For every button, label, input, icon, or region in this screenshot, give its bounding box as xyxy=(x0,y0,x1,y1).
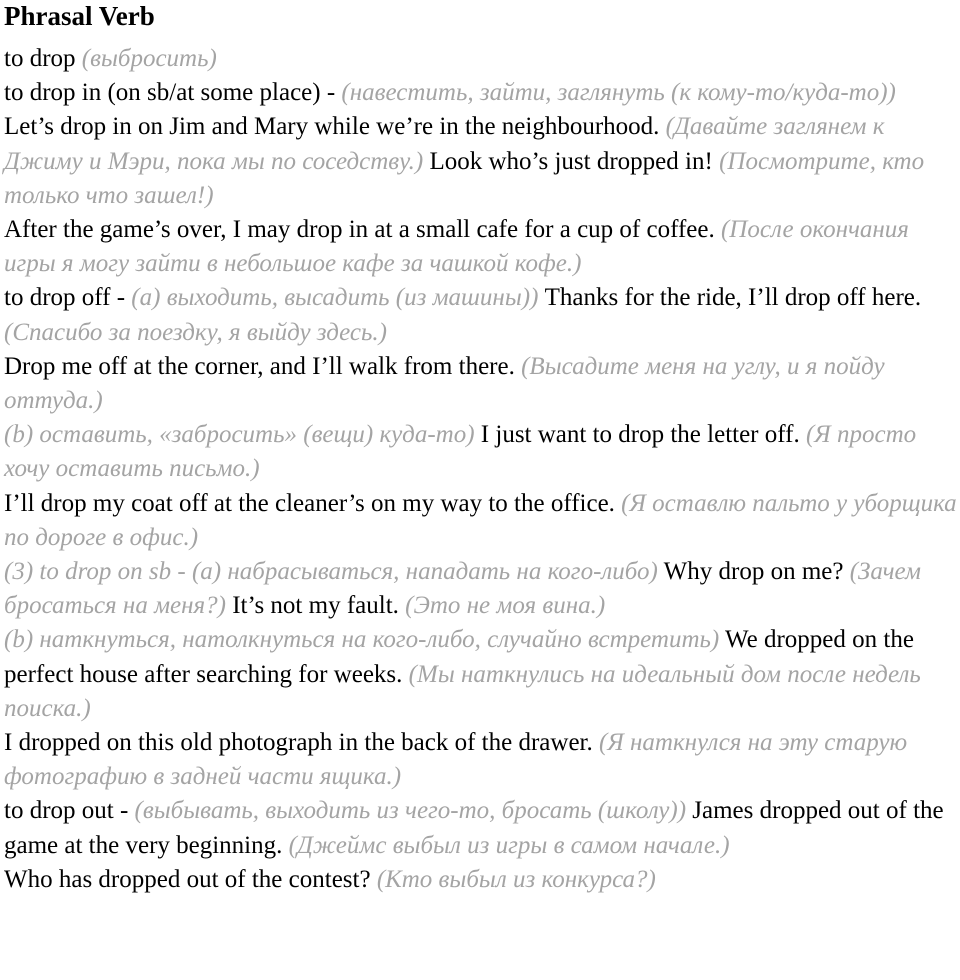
english-text: to drop off - xyxy=(4,284,132,312)
english-text: Why drop on me? xyxy=(657,558,850,586)
translation-text: (b) наткнуться, натолкнуться на кого-либо, случайно встретить) xyxy=(4,626,720,654)
english-text: Look who’s just dropped in! xyxy=(423,147,720,175)
translation-text: (Я наткнулся на эту старую фотографию в задней части ящика.) xyxy=(4,729,908,791)
translation-text: (Посмотрите, кто только что зашел!) xyxy=(4,147,925,209)
english-text: to drop in (on sb/at some place) - xyxy=(4,79,342,107)
translation-text: (Я оставлю пальто у уборщика по дороге в офис.) xyxy=(4,489,957,551)
paragraph xyxy=(4,623,958,726)
english-text: James dropped out of the game at the very beginning. xyxy=(4,797,944,859)
paragraph xyxy=(4,76,958,110)
translation-text: (Джеймс выбыл из игры в самом начале.) xyxy=(288,831,730,859)
translation-text: (Спасибо за поездку, я выйду здесь.) xyxy=(4,318,387,346)
translation-text: (Давайте заглянем к Джиму и Мэри, пока мы по соседству.) xyxy=(4,113,885,175)
paragraph xyxy=(4,487,958,555)
english-text: to drop out - xyxy=(4,797,135,825)
paragraph xyxy=(4,213,958,281)
paragraph xyxy=(4,110,958,213)
translation-text: (3) to drop on sb - (a) набрасываться, нападать на кого-либо) xyxy=(4,558,658,586)
english-text: I’ll drop my coat off at the cleaner’s on my way to the office. xyxy=(4,489,622,517)
english-text: Drop me off at the corner, and I’ll walk from there. xyxy=(4,352,522,380)
translation-text: (выбывать, выходить из чего-то, бросать (школу)) xyxy=(134,797,687,825)
translation-text: (Кто выбыл из конкурса?) xyxy=(376,865,656,893)
paragraph xyxy=(4,726,958,794)
paragraph xyxy=(4,281,958,349)
translation-text: (После окончания игры я могу зайти в небольшое кафе за чашкой кофе.) xyxy=(4,216,909,278)
paragraph xyxy=(4,350,958,418)
translation-text: (Мы наткнулись на идеальный дом после недель поиска.) xyxy=(4,660,921,722)
translation-text: (Я просто хочу оставить письмо.) xyxy=(4,421,917,483)
paragraph xyxy=(4,794,958,862)
paragraph xyxy=(4,418,958,486)
paragraph xyxy=(4,555,958,623)
english-text: Who has dropped out of the contest? xyxy=(4,865,377,893)
paragraph xyxy=(4,42,958,76)
english-text: After the game’s over, I may drop in at a small cafe for a cup of coffee. xyxy=(4,216,721,244)
translation-text: (b) оставить, «забросить» (вещи) куда-то) xyxy=(4,421,475,449)
paragraph xyxy=(4,863,958,897)
english-text: Let’s drop in on Jim and Mary while we’re in the neighbourhood. xyxy=(4,113,666,141)
translation-text: (a) выходить, высадить (из машины)) xyxy=(131,284,539,312)
english-text: Thanks for the ride, I’ll drop off here. xyxy=(538,284,922,312)
translation-text: (Зачем бросаться на меня?) xyxy=(4,558,921,620)
translation-text: (Это не моя вина.) xyxy=(405,592,606,620)
english-text: I dropped on this old photograph in the back of the drawer. xyxy=(4,729,599,757)
translation-text: (выбросить) xyxy=(81,45,217,72)
english-text: We dropped on the perfect house after searching for weeks. xyxy=(4,626,914,688)
english-text: I just want to drop the letter off. xyxy=(474,421,806,449)
translation-text: (навестить, зайти, заглянуть (к кому-то/куда-то)) xyxy=(341,79,896,107)
translation-text: (Высадите меня на углу, и я пойду оттуда.) xyxy=(4,352,885,415)
document-body xyxy=(4,42,958,897)
page-title: Phrasal Verb xyxy=(4,1,155,31)
english-text: It’s not my fault. xyxy=(225,592,406,620)
english-text: to drop xyxy=(4,45,82,72)
